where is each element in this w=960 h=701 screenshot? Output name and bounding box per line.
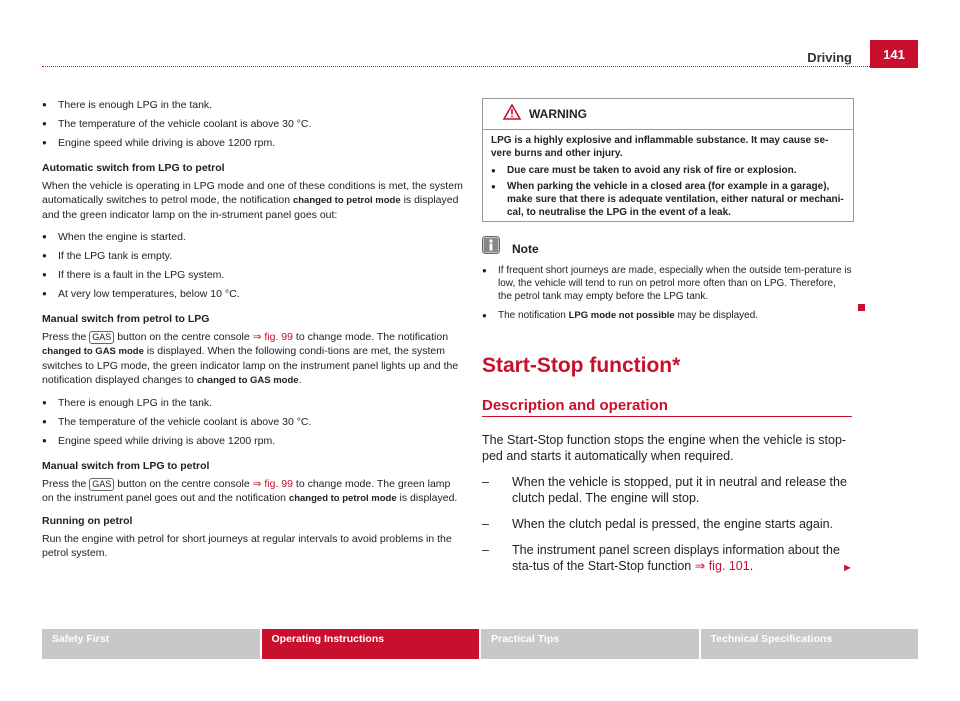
gas-button-glyph: GAS: [89, 478, 114, 491]
warning-icon: [503, 104, 521, 125]
page-section-title: Driving: [807, 50, 852, 65]
running-text: Run the engine with petrol for short journeys at regular intervals to avoid problems in the petrol system.: [42, 533, 452, 559]
list-item: ● Engine speed while driving is above 1200 rpm.: [42, 136, 464, 150]
list-item: ● Due care must be taken to avoid any risk of fire or explosion.: [491, 164, 845, 177]
list-item: ● There is enough LPG in the tank.: [42, 98, 464, 112]
footer-nav: [42, 629, 918, 659]
step-item: – When the vehicle is stopped, put it in neutral and release the clutch pedal. The engine will stop.: [482, 474, 852, 506]
list-item: ● When parking the vehicle in a closed area (for example in a garage), make sure that there is adequate ventilation, either natural or mechani-cal, to neutralise the LPG in the event of a leak.: [491, 180, 845, 219]
notification-text: changed to petrol mode: [288, 493, 397, 504]
figure-reference-link[interactable]: ⇒ fig. 99: [252, 478, 293, 490]
list-item: ● If the LPG tank is empty.: [42, 249, 464, 263]
list-item: ● The temperature of the vehicle coolant is above 30 °C.: [42, 415, 464, 429]
auto-switch-heading: Automatic switch from LPG to petrol: [42, 162, 225, 174]
note-box: [482, 236, 852, 328]
manual-petrol-text: Press the GAS button on the centre console ⇒ fig. 99 to change mode. The green lamp on the instrument panel goes out and the notification changed to petrol mode is displayed.: [42, 478, 458, 504]
figure-reference-link[interactable]: ⇒ fig. 101: [694, 559, 750, 573]
warning-body: [483, 130, 853, 226]
list-item: ● The notification LPG mode not possible may be displayed.: [482, 309, 852, 322]
manual-petrol-heading: Manual switch from LPG to petrol: [42, 460, 210, 472]
footer-tab-operating-instructions[interactable]: Operating Instructions: [262, 629, 480, 659]
manual-lpg-text: Press the GAS button on the centre console ⇒ fig. 99 to change mode. The notification changed to GAS mode is displayed. When the following condi-tions are met, the system switches to LPG mode, the green indicator lamp on the instrument panel lights up and the notification displayed changes to changed to GAS mode.: [42, 331, 459, 386]
section-title: Start-Stop function*: [482, 354, 681, 377]
section-body: [482, 432, 852, 584]
list-item: ● If frequent short journeys are made, especially when the outside tem-perature is low, the vehicle will tend to run on petrol more often than on LPG. Therefore, the petrol tank may empty before the LPG tank.: [482, 264, 852, 303]
list-item: ● Engine speed while driving is above 1200 rpm.: [42, 434, 464, 448]
section-subtitle: Description and operation: [482, 397, 668, 414]
gas-button-glyph: GAS: [89, 331, 114, 344]
running-heading: Running on petrol: [42, 515, 133, 527]
note-title: Note: [512, 241, 539, 256]
page-number: 141: [870, 40, 918, 68]
list-item: ● At very low temperatures, below 10 °C.: [42, 287, 464, 301]
list-item: ● There is enough LPG in the tank.: [42, 396, 464, 410]
footer-tab-practical-tips[interactable]: Practical Tips: [481, 629, 699, 659]
notification-text: changed to GAS mode: [196, 375, 299, 386]
footer-tab-safety-first[interactable]: Safety First: [42, 629, 260, 659]
notification-text: LPG mode not possible: [568, 310, 675, 321]
continue-arrow-icon: ►: [842, 562, 853, 574]
auto-switch-text: When the vehicle is operating in LPG mode and one of these conditions is met, the system automatically switches to petrol mode, the notification changed to petrol mode is displayed and the green indicator lamp on the in-strument panel goes out:: [42, 180, 463, 221]
header-divider: [42, 66, 870, 67]
list-item: ● The temperature of the vehicle coolant is above 30 °C.: [42, 117, 464, 131]
warning-header: [483, 99, 853, 130]
warning-title: WARNING: [529, 107, 587, 121]
section-end-marker: [858, 304, 865, 311]
subtitle-rule: [482, 416, 852, 417]
manual-lpg-heading: Manual switch from petrol to LPG: [42, 313, 210, 325]
section-intro: The Start-Stop function stops the engine when the vehicle is stop-ped and starts it automatically when required.: [482, 433, 847, 463]
list-item: ● When the engine is started.: [42, 230, 464, 244]
footer-tab-technical-specifications[interactable]: Technical Specifications: [701, 629, 919, 659]
notification-text: changed to petrol mode: [292, 195, 401, 206]
notification-text: changed to GAS mode: [42, 346, 144, 357]
warning-box: [482, 98, 854, 222]
figure-reference-link[interactable]: ⇒ fig. 99: [252, 331, 293, 343]
info-icon: [482, 236, 500, 258]
left-column: [42, 98, 464, 568]
note-header: [482, 236, 852, 258]
warning-intro: LPG is a highly explosive and inflammable substance. It may cause se-vere burns and other injury.: [491, 135, 829, 159]
step-item: – When the clutch pedal is pressed, the engine starts again.: [482, 516, 852, 532]
step-item: – The instrument panel screen displays information about the sta-tus of the Start-Stop function ⇒ fig. 101.: [482, 542, 852, 574]
list-item: ● If there is a fault in the LPG system.: [42, 268, 464, 282]
